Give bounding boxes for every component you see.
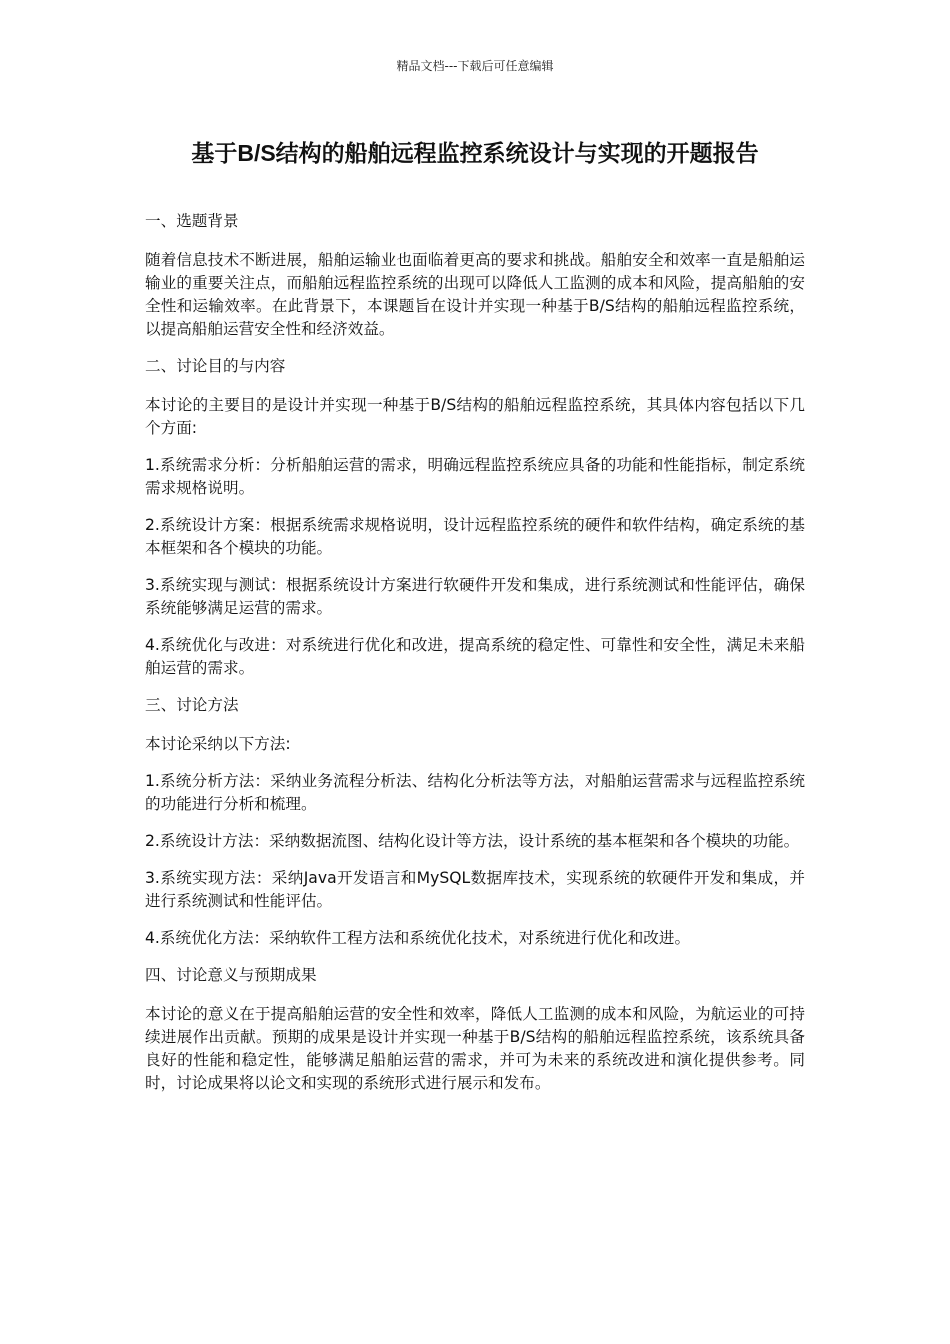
section-heading-significance: 四、讨论意义与预期成果: [145, 966, 317, 984]
list-item: 4.系统优化方法：采纳软件工程方法和系统优化技术，对系统进行优化和改进。: [145, 929, 691, 947]
section-heading-background: 一、选题背景: [145, 212, 239, 230]
document-title: 基于B/S结构的船舶远程监控系统设计与实现的开题报告: [191, 140, 759, 166]
list-item: 2.系统设计方法：采纳数据流图、结构化设计等方法，设计系统的基本框架和各个模块的功能。: [145, 832, 800, 850]
page-header: 精品文档---下载后可任意编辑: [396, 59, 554, 73]
paragraph: 本讨论采纳以下方法:: [145, 735, 291, 753]
list-item: 4.系统优化与改进：对系统进行优化和改进，提高系统的稳定性、可靠性和安全性，满足未来船舶运营的需求。: [145, 636, 805, 677]
section-heading-objectives: 二、讨论目的与内容: [145, 357, 286, 375]
paragraph: 本讨论的意义在于提高船舶运营的安全性和效率，降低人工监测的成本和风险，为航运业的可持续进展作出贡献。预期的成果是设计并实现一种基于B/S结构的船舶远程监控系统，该系统具备良好的性能和稳定性，能够满足船舶运营的需求，并可为未来的系统改进和演化提供参考。同时，讨论成果将以论文和实现的系统形式进行展示和发布。: [145, 1005, 805, 1092]
list-item: 1.系统分析方法：采纳业务流程分析法、结构化分析法等方法，对船舶运营需求与远程监控系统的功能进行分析和梳理。: [145, 772, 805, 813]
section-heading-methods: 三、讨论方法: [145, 696, 239, 714]
list-item: 2.系统设计方案：根据系统需求规格说明，设计远程监控系统的硬件和软件结构，确定系统的基本框架和各个模块的功能。: [145, 516, 805, 557]
list-item: 3.系统实现方法：采纳Java开发语言和MySQL数据库技术，实现系统的软硬件开发和集成，并进行系统测试和性能评估。: [145, 869, 805, 910]
document-body: [145, 210, 805, 1109]
paragraph: 随着信息技术不断进展，船舶运输业也面临着更高的要求和挑战。船舶安全和效率一直是船舶运输业的重要关注点，而船舶远程监控系统的出现可以降低人工监测的成本和风险，提高船舶的安全性和运输效率。在此背景下，本课题旨在设计并实现一种基于B/S结构的船舶远程监控系统，以提高船舶运营安全性和经济效益。: [145, 251, 805, 338]
paragraph: 本讨论的主要目的是设计并实现一种基于B/S结构的船舶远程监控系统，其具体内容包括以下几个方面:: [145, 396, 805, 437]
list-item: 3.系统实现与测试：根据系统设计方案进行软硬件开发和集成，进行系统测试和性能评估，确保系统能够满足运营的需求。: [145, 576, 805, 617]
list-item: 1.系统需求分析：分析船舶运营的需求，明确远程监控系统应具备的功能和性能指标，制定系统需求规格说明。: [145, 456, 805, 497]
